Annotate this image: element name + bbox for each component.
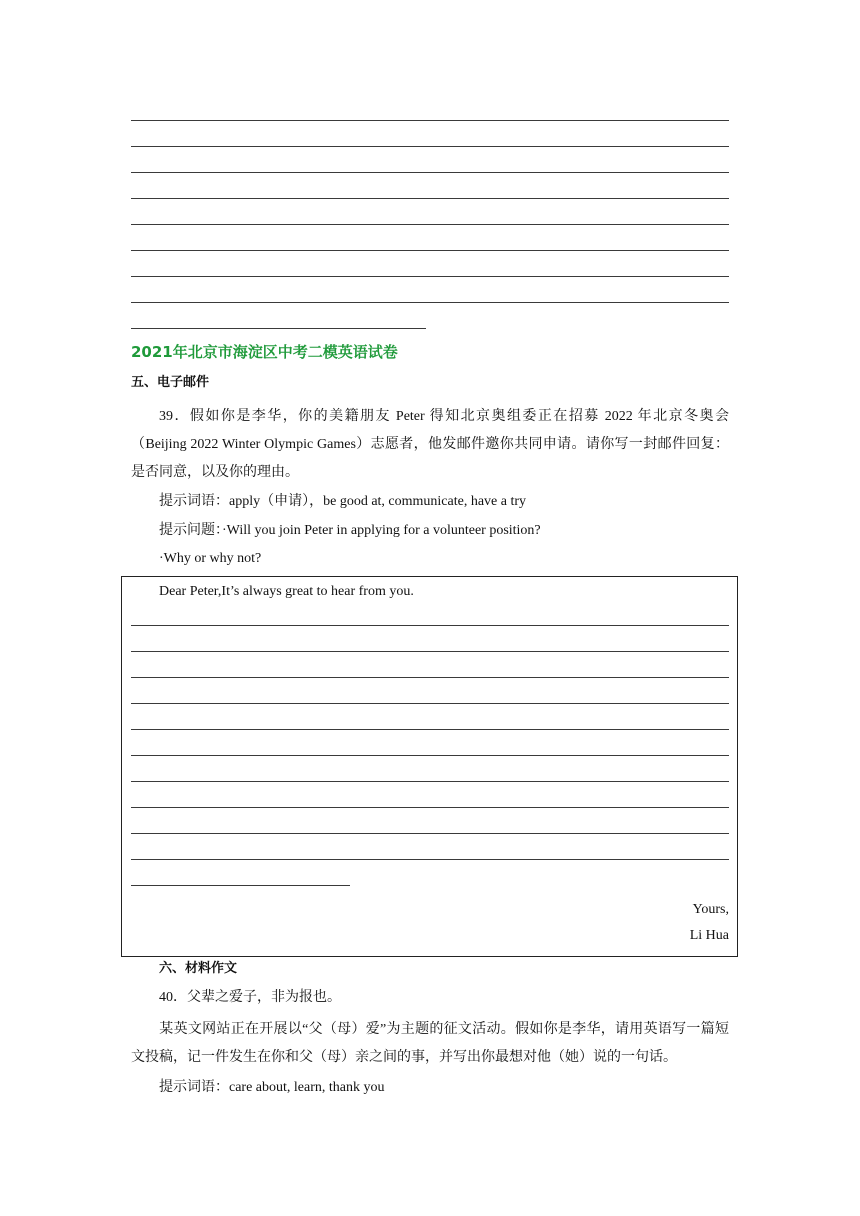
writing-line xyxy=(131,224,729,225)
answer-line[interactable] xyxy=(131,859,729,860)
answer-line[interactable] xyxy=(131,807,729,808)
hint-words-40: 提示词语：care about, learn, thank you xyxy=(159,1080,385,1095)
question-39-text xyxy=(131,403,729,487)
answer-line[interactable] xyxy=(131,781,729,782)
writing-line xyxy=(131,172,729,173)
email-greeting: Dear Peter,It’s always great to hear from you. xyxy=(159,584,414,599)
answer-line[interactable] xyxy=(131,677,729,678)
writing-line xyxy=(131,302,729,303)
answer-line-short[interactable] xyxy=(131,885,350,886)
answer-line[interactable] xyxy=(131,729,729,730)
email-answer-box xyxy=(121,576,738,957)
writing-line xyxy=(131,250,729,251)
writing-line xyxy=(131,120,729,121)
answer-line[interactable] xyxy=(131,833,729,834)
writing-line xyxy=(131,146,729,147)
answer-line[interactable] xyxy=(131,625,729,626)
section-heading-material-writing: 六、材料作文 xyxy=(159,961,238,976)
section-heading-email: 五、电子邮件 xyxy=(131,375,210,390)
question-40-text xyxy=(131,1016,729,1072)
email-signature: Li Hua xyxy=(689,928,729,943)
question-39-body: 39．假如你是李华，你的美籍朋友 Peter 得知北京奥组委正在招募 2022 年北京冬奥会（Beijing 2022 Winter Olympic Games）志愿者，他发邮件邀你共同申请。请你写一封邮件回复：是否同意，以及你的理由。 xyxy=(131,409,729,480)
answer-line[interactable] xyxy=(131,703,729,704)
question-40-body: 某英文网站正在开展以“父（母）爱”为主题的征文活动。假如你是李华，请用英语写一篇短文投稿，记一件发生在你和父（母）亲之间的事，并写出你最想对他（她）说的一句话。 xyxy=(131,1022,729,1065)
question-40-title: 40．父辈之爱子，非为报也。 xyxy=(159,990,341,1005)
exam-title: 2021年北京市海淀区中考二模英语试卷 xyxy=(131,343,398,361)
writing-line xyxy=(131,198,729,199)
hint-question-2: ·Why or why not? xyxy=(159,551,262,566)
writing-line xyxy=(131,276,729,277)
email-closing: Yours, xyxy=(692,902,729,917)
hint-words-39: 提示词语：apply（申请），be good at, communicate, have a try xyxy=(159,494,527,509)
hint-question-1: 提示问题：·Will you join Peter in applying for a volunteer position? xyxy=(159,523,541,538)
writing-line-short xyxy=(131,328,426,329)
answer-line[interactable] xyxy=(131,755,729,756)
answer-line[interactable] xyxy=(131,651,729,652)
